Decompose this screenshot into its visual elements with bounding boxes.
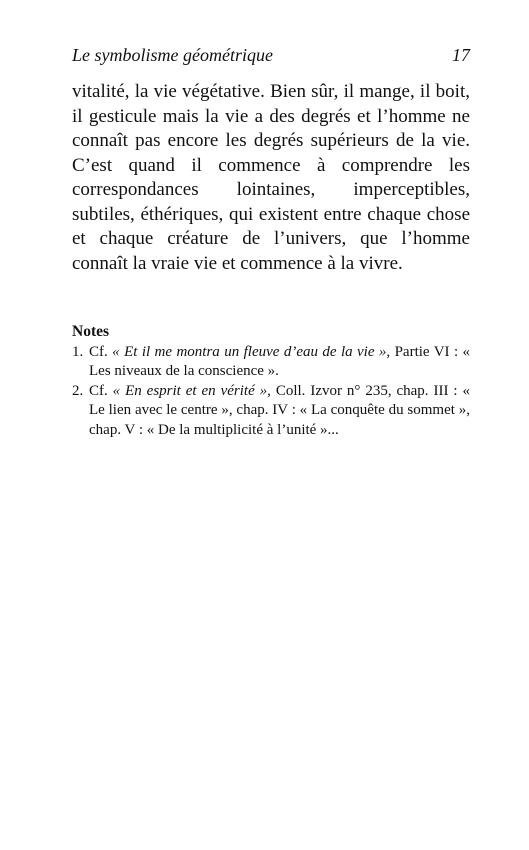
page-number: 17 — [452, 45, 470, 65]
book-page — [72, 44, 470, 440]
note-item — [72, 382, 470, 441]
notes-list — [72, 343, 470, 441]
body-paragraph: vitalité, la vie végétative. Bien sûr, il mange, il boit, il gesticule mais la vie a des degrés et l’homme ne connaît pas encore les degrés supérieurs de la vie. C’est quand il commence à comprendre les correspondances lointaines, imperceptibles, subtiles, éthériques, qui existent entre chaque chose et chaque créature de l’univers, que l’homme connaît la vraie vie et commence à la vivre. — [72, 81, 470, 274]
note-number: 1. — [72, 343, 84, 360]
running-title: Le symbolisme géométrique — [72, 45, 273, 65]
running-head — [72, 44, 470, 68]
note-reference: Partie VI : « Les niveaux de la conscience ». — [89, 343, 471, 379]
note-prefix: Cf. — [89, 382, 113, 399]
note-reference: Coll. Izvor n° 235, chap. III : « Le lien avec le centre », chap. IV : « La conquête du sommet », chap. V : « De la multiplicité à l’unité »... — [89, 382, 470, 438]
note-cited-title: « En esprit et en vérité », — [112, 382, 271, 399]
note-prefix: Cf. — [89, 343, 113, 360]
notes-section — [72, 322, 470, 440]
note-number: 2. — [72, 382, 84, 399]
note-cited-title: « Et il me montra un fleuve d’eau de la vie », — [112, 343, 391, 360]
notes-heading: Notes — [72, 323, 110, 340]
note-item — [72, 343, 470, 382]
body-text — [72, 80, 470, 276]
